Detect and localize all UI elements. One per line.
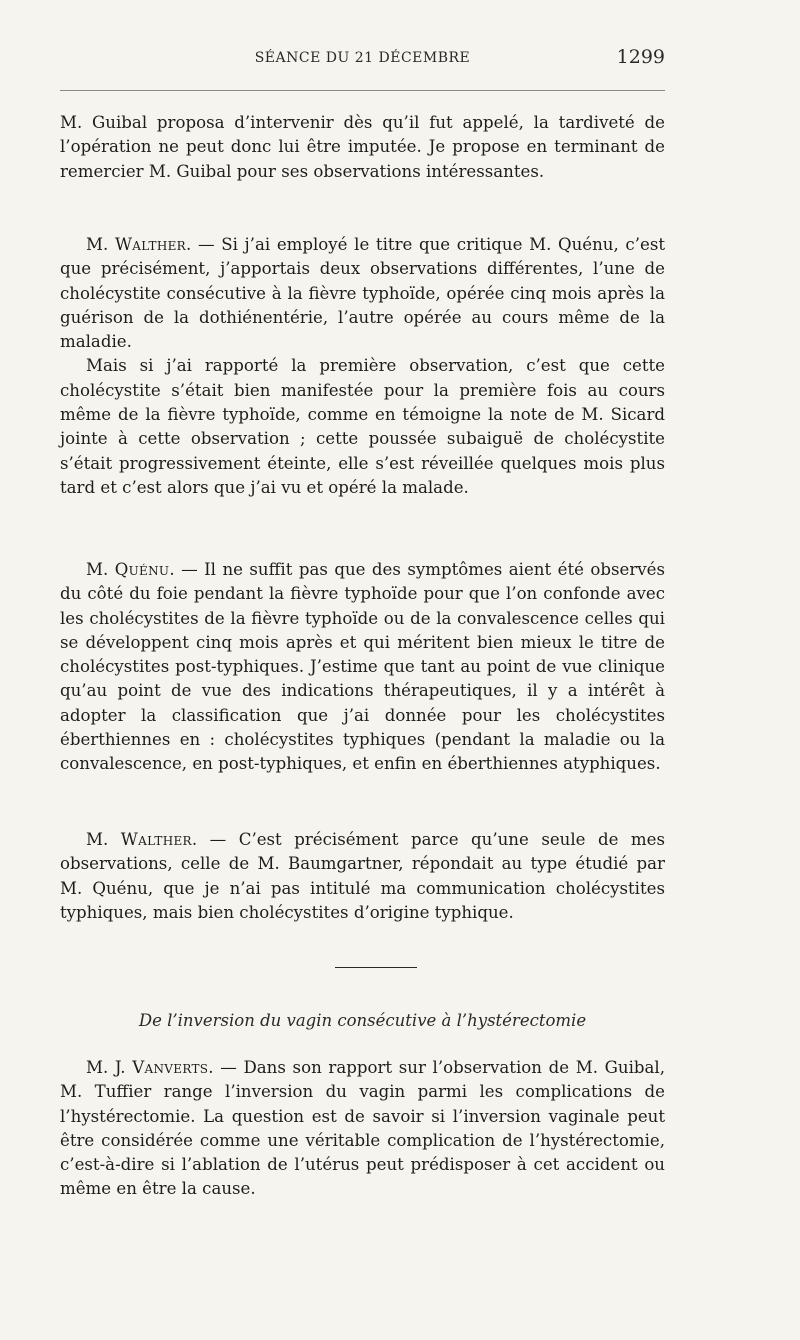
paragraph-quenu-reply	[60, 558, 665, 777]
speaker-prefix: M. J.	[86, 1058, 133, 1077]
paragraph-text: . — Dans son rapport sur l’observation de M. Guibal, M. Tuffier range l’inversion du vagin parmi les complications de l’hystérectomie. La question est de savoir si l’inversion vaginale peut être considérée comme une véritable complication de l’hystérectomie, c’est-à-dire si l’ablation de l’utérus peut prédisposer à cet accident ou même en être la cause.	[60, 1058, 666, 1199]
section-divider	[335, 967, 417, 968]
speaker-prefix: M.	[86, 560, 115, 579]
paragraph-walther-reply	[60, 233, 665, 500]
running-title: SÉANCE DU 21 DÉCEMBRE	[254, 50, 471, 66]
paragraph-walther-3	[60, 828, 665, 925]
paragraph-text: . — Si j’ai employé le titre que critique M. Quénu, c’est que précisément, j’apportais deux observations différentes, l’une de cholécystite consécutive à la fièvre typhoïde, opérée cinq mois après la guérison de la dothiénentérie, l’autre opérée au cours même de la maladie.	[60, 235, 665, 352]
paragraph-text: M. Guibal proposa d’intervenir dès qu’il fut appelé, la tardiveté de l’opération ne peut donc lui être imputée. Je propose en terminant de remercier M. Guibal pour ses observations intéressantes.	[60, 113, 665, 181]
paragraph-walther-1	[60, 233, 665, 354]
paragraph-text: . — Il ne suffit pas que des symptômes aient été observés du côté du foie pendant la fièvre typhoïde pour que l’on confonde avec les cholécystites de la fièvre typhoïde ou de la convalescence celles qui se développent cinq mois après et qui méritent bien mieux le titre de cholécystites post-typhiques. J’estime que tant au point de vue clinique qu’au point de vue des indications thérapeutiques, il y a intérêt à adopter la classification que j’ai donnée pour les cholécystites éberthiennes en : cholécystites typhiques (pendant la maladie ou la convalescence, en post-typhiques, et enfin en éberthiennes atyphiques.	[60, 560, 665, 774]
speaker-name: Walther	[120, 830, 192, 849]
paragraph-vanverts	[60, 1056, 665, 1202]
paragraph-guibal-conclusion	[60, 111, 665, 184]
speaker-name: Quénu	[114, 560, 170, 579]
paragraph-walther-2: Mais si j’ai rapporté la première observation, c’est que cette cholécystite s’était bien manifestée pour la première fois au cours même de la fièvre typhoïde, comme en témoigne la note de M. Sicard jointe à cette observation ; cette poussée subaiguë de cholécystite s’était progressivement éteinte, elle s’est réveillée quelques mois plus tard et c’est alors que j’ai vu et opéré la malade.	[60, 356, 665, 497]
page-number: 1299	[616, 46, 665, 68]
page-header	[60, 46, 665, 74]
paragraph-quenu	[60, 558, 665, 777]
paragraph-vanverts-text	[60, 1056, 665, 1202]
header-rule	[60, 90, 665, 91]
paragraph-text: . — C’est précisément parce qu’une seule de mes observations, celle de M. Baumgartner, répondait au type étudié par M. Quénu, que je n’ai pas intitulé ma communication cholécystites typhiques, mais bien cholécystites d’origine typhique.	[60, 830, 665, 922]
section-title: De l’inversion du vagin consécutive à l’hystérectomie	[138, 1011, 587, 1030]
speaker-prefix: M.	[86, 830, 121, 849]
speaker-prefix: M.	[86, 235, 115, 254]
speaker-name: Walther	[114, 235, 187, 254]
paragraph-walther-final	[60, 828, 665, 925]
speaker-name: Vanverts	[132, 1058, 209, 1077]
